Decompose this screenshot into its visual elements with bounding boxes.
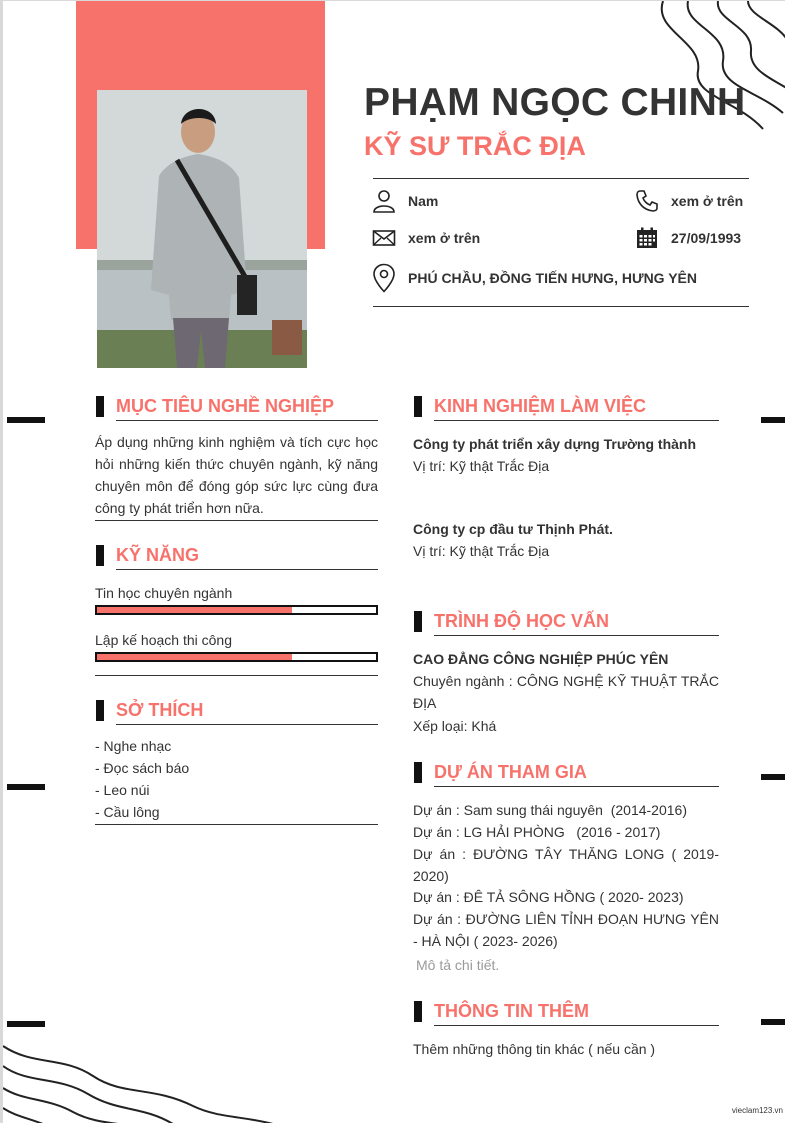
projects-heading-label: DỰ ÁN THAM GIA <box>434 762 587 782</box>
skill-level-fill <box>97 607 292 613</box>
footer-credit: vieclam123.vn <box>731 1106 783 1115</box>
edge-dash <box>761 1019 785 1025</box>
user-icon <box>372 189 396 213</box>
project-item: Dự án : LG HẢI PHÒNG (2016 - 2017) <box>413 824 661 840</box>
heading-marker <box>414 611 422 632</box>
projects-heading-rule <box>434 786 719 787</box>
hobbies-bottom-rule <box>95 824 378 825</box>
extra-heading-rule <box>434 1025 719 1026</box>
heading-marker <box>414 396 422 417</box>
project-item: Dự án : ĐƯỜNG TÂY THĂNG LONG ( 2019- 2020) <box>413 846 719 884</box>
education-heading <box>414 611 609 632</box>
experience-company: Công ty phát triển xây dựng Trường thành <box>413 436 697 452</box>
contact-phone <box>635 189 743 213</box>
skills-bottom-rule <box>95 675 378 676</box>
contact-gender <box>372 189 438 213</box>
project-item: Dự án : Sam sung thái nguyên (2014-2016) <box>413 802 687 818</box>
location-pin-icon <box>372 263 396 293</box>
objective-bottom-rule <box>95 520 378 521</box>
objective-text: Áp dụng những kinh nghiệm và tích cực học hỏi những kiến thức chuyên ngành, kỹ năng chuyên môn để đóng góp sức lực cùng đưa công ty phát triển hơn nữa. <box>95 434 378 516</box>
heading-marker <box>414 1001 422 1022</box>
education-heading-label: TRÌNH ĐỘ HỌC VẤN <box>434 611 609 631</box>
education-school: CAO ĐẲNG CÔNG NGHIỆP PHÚC YÊN <box>413 651 669 667</box>
mail-icon <box>372 226 396 250</box>
skill-name: Tin học chuyên ngành <box>95 585 233 601</box>
edge-dash <box>761 774 785 780</box>
experience-heading-label: KINH NGHIỆM LÀM VIỆC <box>434 396 647 416</box>
experience-company: Công ty cp đầu tư Thịnh Phát. <box>413 521 613 537</box>
contact-bottom-rule <box>373 306 749 307</box>
objective-heading <box>96 396 334 417</box>
objective-heading-rule <box>116 420 378 421</box>
heading-marker <box>414 762 422 783</box>
hobbies-heading-label: SỞ THÍCH <box>116 700 204 720</box>
address-value: PHÚ CHẦU, ĐỒNG TIẾN HƯNG, HƯNG YÊN <box>408 270 697 286</box>
extra-heading-label: THÔNG TIN THÊM <box>434 1001 589 1021</box>
experience-position: Vị trí: Kỹ thật Trắc Địa <box>413 543 550 559</box>
hobby-item: - Leo núi <box>95 782 150 798</box>
project-item: Dự án : ĐÊ TẢ SÔNG HỒNG ( 2020- 2023) <box>413 889 684 905</box>
email-value: xem ở trên <box>408 230 481 246</box>
birthday-value: 27/09/1993 <box>671 230 742 246</box>
edge-dash <box>7 417 45 423</box>
hobby-item: - Nghe nhạc <box>95 738 172 754</box>
job-title: KỸ SƯ TRẮC ĐỊA <box>364 131 586 161</box>
contact-birthday <box>635 226 741 250</box>
edge-dash <box>7 784 45 790</box>
edge-dash <box>7 1021 45 1027</box>
hobbies-heading <box>96 700 203 721</box>
skills-heading-rule <box>116 569 378 570</box>
skill-name: Lập kế hoạch thi công <box>95 632 232 648</box>
experience-heading <box>414 396 646 417</box>
education-heading-rule <box>434 635 719 636</box>
decorative-waves-bottom-left <box>3 1026 283 1123</box>
skill-level-bar <box>95 652 378 662</box>
hobby-item: - Đọc sách báo <box>95 760 190 776</box>
education-major: Chuyên ngành : CÔNG NGHỆ KỸ THUẬT TRẮC ĐỊA <box>413 673 719 711</box>
experience-position: Vị trí: Kỹ thật Trắc Địa <box>413 458 550 474</box>
extra-heading <box>414 1001 589 1022</box>
objective-heading-label: MỤC TIÊU NGHỀ NGHIỆP <box>116 396 335 416</box>
edge-dash <box>761 417 785 423</box>
skills-heading <box>96 545 199 566</box>
hobby-item: - Cầu lông <box>95 804 160 820</box>
hobbies-heading-rule <box>116 724 378 725</box>
heading-marker <box>96 396 104 417</box>
candidate-name: PHẠM NGỌC CHINH <box>364 81 746 124</box>
contact-email <box>372 226 480 250</box>
heading-marker <box>96 545 104 566</box>
education-grade: Xếp loại: Khá <box>413 718 497 734</box>
skills-heading-label: KỸ NĂNG <box>116 545 200 565</box>
experience-heading-rule <box>434 420 719 421</box>
extra-text: Thêm những thông tin khác ( nếu cần ) <box>413 1041 656 1057</box>
phone-icon <box>635 189 659 213</box>
calendar-icon <box>635 226 659 250</box>
projects-note: Mô tả chi tiết. <box>416 957 500 973</box>
contact-top-rule <box>373 178 749 179</box>
phone-value: xem ở trên <box>671 193 744 209</box>
contact-address <box>372 263 697 293</box>
skill-level-bar <box>95 605 378 615</box>
project-item: Dự án : ĐƯỜNG LIÊN TỈNH ĐOẠN HƯNG YÊN - HÀ NỘI ( 2023- 2026) <box>413 911 719 949</box>
gender-value: Nam <box>408 193 439 209</box>
profile-photo <box>97 90 307 368</box>
skill-level-fill <box>97 654 292 660</box>
projects-heading <box>414 762 587 783</box>
heading-marker <box>96 700 104 721</box>
